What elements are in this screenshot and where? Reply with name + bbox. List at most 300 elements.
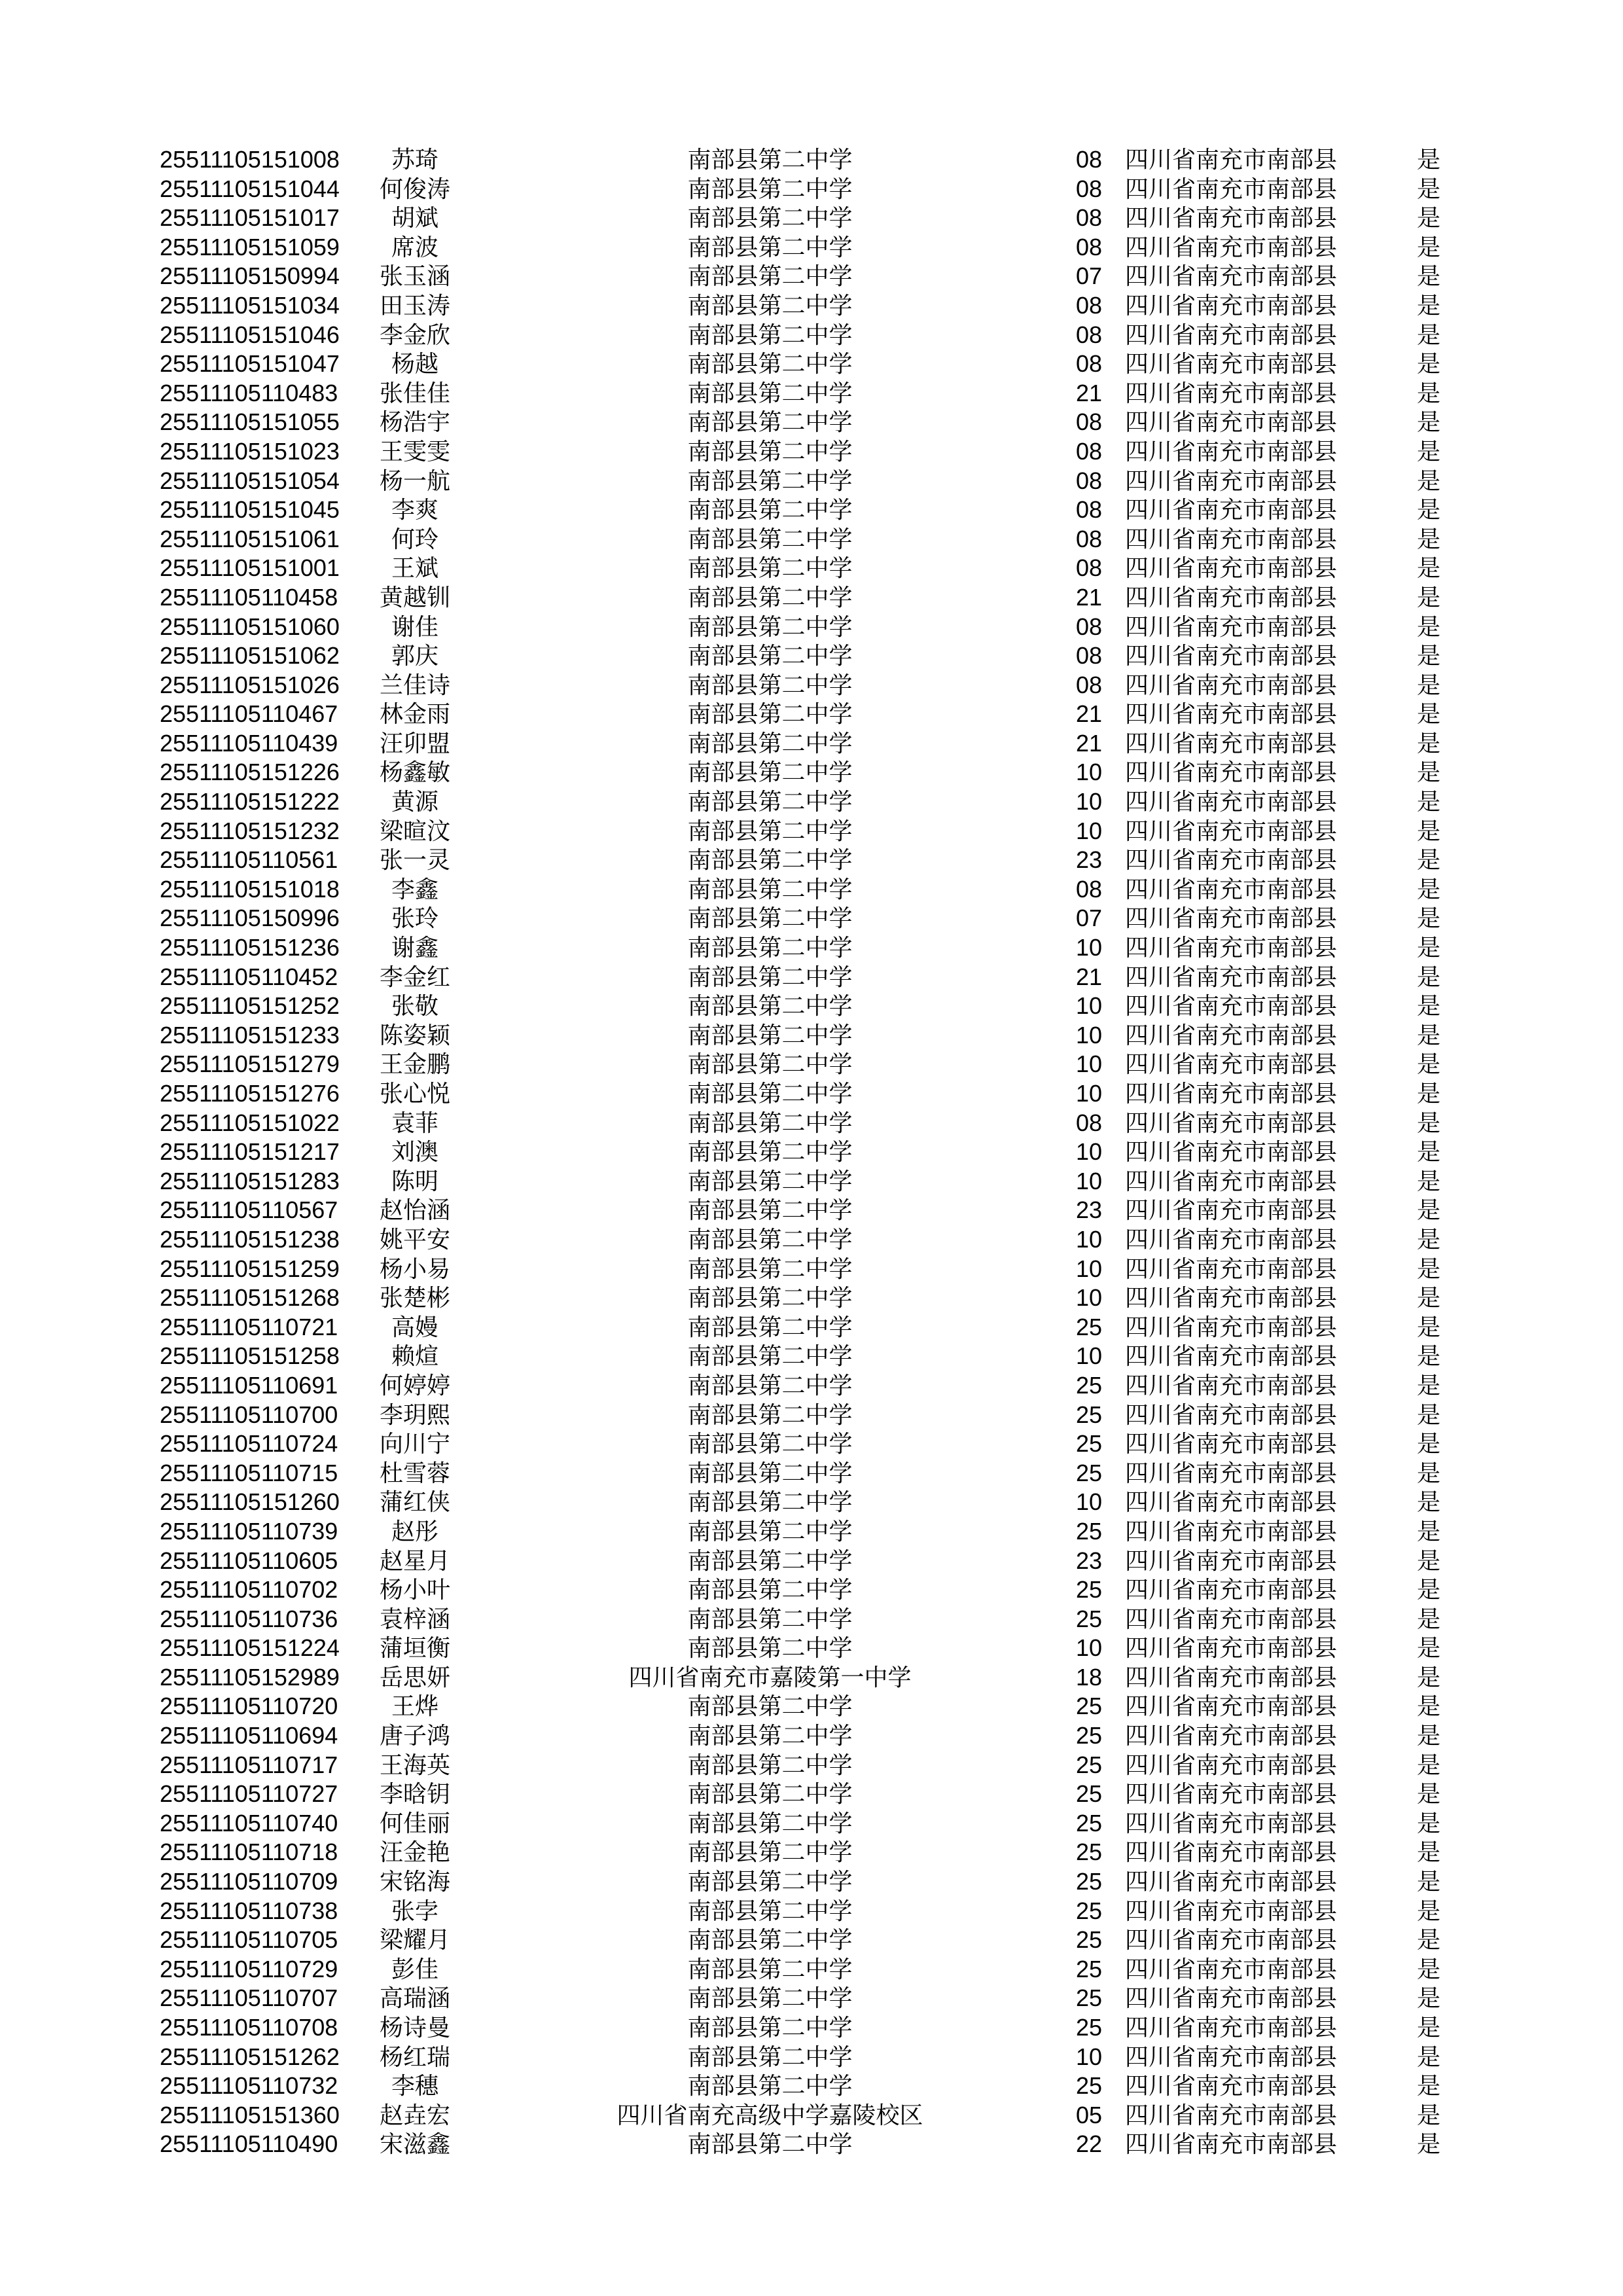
cell-name: 谢鑫 bbox=[391, 934, 438, 961]
cell-school: 南部县第二中学 bbox=[687, 1576, 853, 1604]
cell-code: 10 bbox=[1075, 1021, 1103, 1049]
cell-region: 四川省南充市南部县 bbox=[1125, 379, 1338, 406]
cell-region: 四川省南充市南部县 bbox=[1125, 1401, 1338, 1428]
cell-code: 07 bbox=[1075, 262, 1103, 290]
cell-code: 08 bbox=[1075, 408, 1103, 436]
cell-exam_id: 25511105151260 bbox=[160, 1488, 340, 1516]
cell-exam_id: 25511105110702 bbox=[160, 1576, 338, 1604]
cell-confirmed: 是 bbox=[1417, 1576, 1441, 1604]
cell-code: 25 bbox=[1075, 1780, 1103, 1808]
cell-code: 25 bbox=[1075, 1401, 1103, 1428]
table-row bbox=[160, 1663, 1520, 1693]
cell-code: 10 bbox=[1075, 1050, 1103, 1078]
cell-confirmed: 是 bbox=[1417, 1517, 1441, 1545]
table-row bbox=[160, 700, 1520, 729]
cell-school: 南部县第二中学 bbox=[687, 379, 853, 406]
cell-region: 四川省南充市南部县 bbox=[1125, 729, 1338, 757]
cell-school: 南部县第二中学 bbox=[687, 1634, 853, 1662]
cell-confirmed: 是 bbox=[1417, 1109, 1441, 1136]
cell-code: 25 bbox=[1075, 1313, 1103, 1340]
cell-region: 四川省南充市南部县 bbox=[1125, 554, 1338, 582]
cell-name: 蒲垣衡 bbox=[379, 1634, 450, 1662]
cell-region: 四川省南充市南部县 bbox=[1125, 963, 1338, 990]
table-row bbox=[160, 1225, 1520, 1255]
cell-confirmed: 是 bbox=[1417, 204, 1441, 232]
cell-exam_id: 25511105151258 bbox=[160, 1342, 340, 1370]
cell-code: 25 bbox=[1075, 1955, 1103, 1982]
cell-name: 赵彤 bbox=[391, 1517, 438, 1545]
cell-region: 四川省南充市南部县 bbox=[1125, 671, 1338, 698]
cell-region: 四川省南充市南部县 bbox=[1125, 204, 1338, 232]
cell-region: 四川省南充市南部县 bbox=[1125, 905, 1338, 932]
cell-region: 四川省南充市南部县 bbox=[1125, 437, 1338, 465]
cell-code: 25 bbox=[1075, 1751, 1103, 1778]
cell-confirmed: 是 bbox=[1417, 700, 1441, 728]
cell-school: 南部县第二中学 bbox=[687, 496, 853, 524]
cell-exam_id: 25511105151238 bbox=[160, 1225, 340, 1253]
cell-region: 四川省南充市南部县 bbox=[1125, 1371, 1338, 1399]
cell-exam_id: 25511105110717 bbox=[160, 1751, 338, 1778]
cell-region: 四川省南充市南部县 bbox=[1125, 1693, 1338, 1720]
cell-school: 南部县第二中学 bbox=[687, 1459, 853, 1486]
cell-school: 南部县第二中学 bbox=[687, 1780, 853, 1808]
table-row bbox=[160, 1079, 1520, 1109]
cell-code: 10 bbox=[1075, 1138, 1103, 1166]
cell-name: 杨越 bbox=[391, 350, 438, 378]
table-row bbox=[160, 1167, 1520, 1196]
cell-school: 南部县第二中学 bbox=[687, 934, 853, 961]
cell-exam_id: 25511105151224 bbox=[160, 1634, 340, 1662]
table-row bbox=[160, 1138, 1520, 1167]
cell-region: 四川省南充市南部县 bbox=[1125, 1138, 1338, 1166]
cell-confirmed: 是 bbox=[1417, 788, 1441, 816]
cell-exam_id: 25511105151062 bbox=[160, 642, 340, 670]
cell-confirmed: 是 bbox=[1417, 2014, 1441, 2041]
cell-confirmed: 是 bbox=[1417, 2101, 1441, 2128]
cell-code: 10 bbox=[1075, 1167, 1103, 1194]
cell-code: 18 bbox=[1075, 1663, 1103, 1691]
table-row bbox=[160, 1867, 1520, 1897]
cell-exam_id: 25511105151022 bbox=[160, 1109, 340, 1136]
cell-name: 张孛 bbox=[391, 1897, 438, 1924]
cell-name: 张楚彬 bbox=[379, 1284, 450, 1312]
cell-exam_id: 25511105151026 bbox=[160, 671, 340, 698]
cell-school: 南部县第二中学 bbox=[687, 1517, 853, 1545]
table-row bbox=[160, 525, 1520, 554]
cell-region: 四川省南充市南部县 bbox=[1125, 846, 1338, 874]
table-row bbox=[160, 641, 1520, 671]
cell-exam_id: 25511105110567 bbox=[160, 1196, 338, 1224]
cell-confirmed: 是 bbox=[1417, 2043, 1441, 2070]
table-row bbox=[160, 408, 1520, 437]
cell-school: 南部县第二中学 bbox=[687, 2130, 853, 2158]
cell-region: 四川省南充市南部县 bbox=[1125, 1080, 1338, 1107]
table-row bbox=[160, 1838, 1520, 1867]
cell-school: 南部县第二中学 bbox=[687, 992, 853, 1020]
cell-name: 唐子鸿 bbox=[379, 1722, 450, 1749]
cell-name: 张玲 bbox=[391, 905, 438, 932]
cell-name: 杨诗曼 bbox=[379, 2014, 450, 2041]
cell-name: 兰佳诗 bbox=[379, 671, 450, 698]
cell-school: 南部县第二中学 bbox=[687, 1225, 853, 1253]
cell-code: 25 bbox=[1075, 1693, 1103, 1720]
table-row bbox=[160, 1313, 1520, 1342]
cell-code: 10 bbox=[1075, 1634, 1103, 1662]
table-row bbox=[160, 1283, 1520, 1313]
cell-school: 南部县第二中学 bbox=[687, 700, 853, 728]
cell-confirmed: 是 bbox=[1417, 875, 1441, 903]
cell-confirmed: 是 bbox=[1417, 437, 1441, 465]
cell-region: 四川省南充市南部县 bbox=[1125, 1897, 1338, 1924]
cell-school: 南部县第二中学 bbox=[687, 146, 853, 173]
cell-name: 王烨 bbox=[391, 1693, 438, 1720]
cell-school: 南部县第二中学 bbox=[687, 1050, 853, 1078]
table-row bbox=[160, 963, 1520, 992]
cell-name: 宋滋鑫 bbox=[379, 2130, 450, 2158]
cell-name: 岳思妍 bbox=[379, 1663, 450, 1691]
cell-name: 黄源 bbox=[391, 788, 438, 816]
cell-school: 南部县第二中学 bbox=[687, 1313, 853, 1340]
cell-exam_id: 25511105151217 bbox=[160, 1138, 340, 1166]
cell-confirmed: 是 bbox=[1417, 934, 1441, 961]
cell-confirmed: 是 bbox=[1417, 1459, 1441, 1486]
cell-school: 四川省南充市嘉陵第一中学 bbox=[628, 1663, 912, 1691]
cell-confirmed: 是 bbox=[1417, 613, 1441, 640]
cell-exam_id: 25511105151018 bbox=[160, 875, 340, 903]
cell-name: 杨小易 bbox=[379, 1255, 450, 1282]
cell-confirmed: 是 bbox=[1417, 759, 1441, 786]
table-row bbox=[160, 2072, 1520, 2101]
cell-name: 何佳丽 bbox=[379, 1809, 450, 1837]
cell-name: 杜雪蓉 bbox=[379, 1459, 450, 1486]
roster-table-body bbox=[160, 145, 1520, 2159]
cell-code: 08 bbox=[1075, 525, 1103, 552]
table-row bbox=[160, 350, 1520, 379]
cell-region: 四川省南充市南部县 bbox=[1125, 1255, 1338, 1282]
cell-school: 南部县第二中学 bbox=[687, 1430, 853, 1458]
cell-region: 四川省南充市南部县 bbox=[1125, 1196, 1338, 1224]
cell-code: 21 bbox=[1075, 583, 1103, 611]
cell-region: 四川省南充市南部县 bbox=[1125, 262, 1338, 290]
cell-school: 南部县第二中学 bbox=[687, 788, 853, 816]
table-row bbox=[160, 1342, 1520, 1371]
cell-confirmed: 是 bbox=[1417, 2130, 1441, 2158]
table-row bbox=[160, 1050, 1520, 1079]
cell-exam_id: 25511105151023 bbox=[160, 437, 340, 465]
cell-exam_id: 25511105110452 bbox=[160, 963, 338, 990]
cell-confirmed: 是 bbox=[1417, 554, 1441, 582]
cell-exam_id: 25511105151055 bbox=[160, 408, 340, 436]
cell-school: 南部县第二中学 bbox=[687, 759, 853, 786]
cell-code: 23 bbox=[1075, 1547, 1103, 1574]
cell-exam_id: 25511105110439 bbox=[160, 729, 338, 757]
cell-code: 25 bbox=[1075, 1605, 1103, 1632]
cell-code: 08 bbox=[1075, 233, 1103, 260]
table-row bbox=[160, 233, 1520, 262]
cell-name: 姚平安 bbox=[379, 1225, 450, 1253]
cell-code: 25 bbox=[1075, 1984, 1103, 2012]
cell-region: 四川省南充市南部县 bbox=[1125, 1459, 1338, 1486]
cell-code: 08 bbox=[1075, 642, 1103, 670]
cell-name: 赵垚宏 bbox=[379, 2101, 450, 2128]
cell-confirmed: 是 bbox=[1417, 963, 1441, 990]
cell-exam_id: 25511105110709 bbox=[160, 1868, 338, 1895]
cell-confirmed: 是 bbox=[1417, 175, 1441, 202]
table-row bbox=[160, 1780, 1520, 1809]
cell-exam_id: 25511105110694 bbox=[160, 1722, 338, 1749]
cell-code: 08 bbox=[1075, 175, 1103, 202]
cell-exam_id: 25511105110490 bbox=[160, 2130, 338, 2158]
cell-name: 高嫚 bbox=[391, 1313, 438, 1340]
cell-exam_id: 25511105150996 bbox=[160, 905, 340, 932]
cell-name: 杨小叶 bbox=[379, 1576, 450, 1604]
cell-exam_id: 25511105151017 bbox=[160, 204, 340, 232]
cell-code: 21 bbox=[1075, 729, 1103, 757]
cell-code: 25 bbox=[1075, 1722, 1103, 1749]
cell-region: 四川省南充市南部县 bbox=[1125, 2101, 1338, 2128]
cell-code: 10 bbox=[1075, 788, 1103, 816]
cell-school: 南部县第二中学 bbox=[687, 321, 853, 348]
table-row bbox=[160, 175, 1520, 204]
cell-region: 四川省南充市南部县 bbox=[1125, 1050, 1338, 1078]
cell-exam_id: 25511105110718 bbox=[160, 1839, 338, 1866]
cell-exam_id: 25511105110732 bbox=[160, 2072, 338, 2100]
table-row bbox=[160, 437, 1520, 467]
cell-confirmed: 是 bbox=[1417, 1751, 1441, 1778]
cell-school: 南部县第二中学 bbox=[687, 291, 853, 319]
cell-confirmed: 是 bbox=[1417, 496, 1441, 524]
cell-name: 赖煊 bbox=[391, 1342, 438, 1370]
cell-confirmed: 是 bbox=[1417, 1284, 1441, 1312]
cell-name: 梁耀月 bbox=[379, 1926, 450, 1954]
cell-school: 南部县第二中学 bbox=[687, 1167, 853, 1194]
cell-exam_id: 25511105151001 bbox=[160, 554, 340, 582]
cell-code: 25 bbox=[1075, 1897, 1103, 1924]
cell-name: 汪卯盟 bbox=[379, 729, 450, 757]
cell-confirmed: 是 bbox=[1417, 817, 1441, 844]
cell-confirmed: 是 bbox=[1417, 1809, 1441, 1837]
cell-region: 四川省南充市南部县 bbox=[1125, 350, 1338, 378]
cell-name: 王海英 bbox=[379, 1751, 450, 1778]
cell-region: 四川省南充市南部县 bbox=[1125, 817, 1338, 844]
cell-region: 四川省南充市南部县 bbox=[1125, 321, 1338, 348]
cell-exam_id: 25511105151232 bbox=[160, 817, 340, 844]
cell-exam_id: 25511105151279 bbox=[160, 1050, 340, 1078]
cell-region: 四川省南充市南部县 bbox=[1125, 1021, 1338, 1049]
cell-exam_id: 25511105151268 bbox=[160, 1284, 340, 1312]
cell-confirmed: 是 bbox=[1417, 1722, 1441, 1749]
cell-confirmed: 是 bbox=[1417, 1955, 1441, 1982]
cell-exam_id: 25511105110691 bbox=[160, 1371, 338, 1399]
cell-region: 四川省南充市南部县 bbox=[1125, 2130, 1338, 2158]
cell-confirmed: 是 bbox=[1417, 1255, 1441, 1282]
table-row bbox=[160, 262, 1520, 291]
cell-exam_id: 25511105151222 bbox=[160, 788, 340, 816]
table-row bbox=[160, 2130, 1520, 2159]
cell-school: 南部县第二中学 bbox=[687, 554, 853, 582]
cell-school: 南部县第二中学 bbox=[687, 583, 853, 611]
cell-school: 南部县第二中学 bbox=[687, 1284, 853, 1312]
cell-name: 张敬 bbox=[391, 992, 438, 1020]
cell-region: 四川省南充市南部县 bbox=[1125, 1313, 1338, 1340]
cell-school: 南部县第二中学 bbox=[687, 350, 853, 378]
cell-exam_id: 25511105110715 bbox=[160, 1459, 338, 1486]
cell-confirmed: 是 bbox=[1417, 1342, 1441, 1370]
cell-exam_id: 25511105110458 bbox=[160, 583, 338, 611]
cell-exam_id: 25511105110736 bbox=[160, 1605, 338, 1632]
cell-school: 南部县第二中学 bbox=[687, 262, 853, 290]
cell-exam_id: 25511105110707 bbox=[160, 1984, 338, 2012]
cell-exam_id: 25511105110483 bbox=[160, 379, 338, 406]
cell-name: 张玉涵 bbox=[379, 262, 450, 290]
cell-exam_id: 25511105151283 bbox=[160, 1167, 340, 1194]
cell-school: 南部县第二中学 bbox=[687, 1109, 853, 1136]
cell-exam_id: 25511105110740 bbox=[160, 1809, 338, 1837]
cell-region: 四川省南充市南部县 bbox=[1125, 408, 1338, 436]
table-row bbox=[160, 817, 1520, 846]
cell-exam_id: 25511105151045 bbox=[160, 496, 340, 524]
cell-region: 四川省南充市南部县 bbox=[1125, 1284, 1338, 1312]
cell-school: 南部县第二中学 bbox=[687, 963, 853, 990]
cell-region: 四川省南充市南部县 bbox=[1125, 2072, 1338, 2100]
cell-confirmed: 是 bbox=[1417, 146, 1441, 173]
cell-region: 四川省南充市南部县 bbox=[1125, 1430, 1338, 1458]
cell-school: 南部县第二中学 bbox=[687, 1955, 853, 1982]
cell-exam_id: 25511105110729 bbox=[160, 1955, 338, 1982]
cell-name: 陈明 bbox=[391, 1167, 438, 1194]
cell-name: 郭庆 bbox=[391, 642, 438, 670]
cell-exam_id: 25511105151360 bbox=[160, 2101, 340, 2128]
cell-region: 四川省南充市南部县 bbox=[1125, 467, 1338, 494]
cell-school: 南部县第二中学 bbox=[687, 613, 853, 640]
cell-exam_id: 25511105151262 bbox=[160, 2043, 340, 2070]
cell-confirmed: 是 bbox=[1417, 291, 1441, 319]
cell-school: 南部县第二中学 bbox=[687, 2072, 853, 2100]
cell-confirmed: 是 bbox=[1417, 1839, 1441, 1866]
cell-code: 25 bbox=[1075, 2014, 1103, 2041]
cell-code: 08 bbox=[1075, 350, 1103, 378]
cell-confirmed: 是 bbox=[1417, 1605, 1441, 1632]
cell-exam_id: 25511105110605 bbox=[160, 1547, 338, 1574]
cell-school: 南部县第二中学 bbox=[687, 408, 853, 436]
cell-region: 四川省南充市南部县 bbox=[1125, 1342, 1338, 1370]
cell-confirmed: 是 bbox=[1417, 1430, 1441, 1458]
cell-exam_id: 25511105110738 bbox=[160, 1897, 338, 1924]
cell-region: 四川省南充市南部县 bbox=[1125, 642, 1338, 670]
cell-confirmed: 是 bbox=[1417, 1634, 1441, 1662]
cell-code: 10 bbox=[1075, 817, 1103, 844]
cell-exam_id: 25511105151259 bbox=[160, 1255, 340, 1282]
cell-region: 四川省南充市南部县 bbox=[1125, 2043, 1338, 2070]
table-row bbox=[160, 1721, 1520, 1751]
cell-confirmed: 是 bbox=[1417, 525, 1441, 552]
cell-region: 四川省南充市南部县 bbox=[1125, 2014, 1338, 2041]
roster-table bbox=[160, 145, 1520, 2159]
cell-school: 南部县第二中学 bbox=[687, 1605, 853, 1632]
table-row bbox=[160, 1897, 1520, 1926]
cell-code: 25 bbox=[1075, 1517, 1103, 1545]
cell-confirmed: 是 bbox=[1417, 1021, 1441, 1049]
cell-code: 10 bbox=[1075, 1284, 1103, 1312]
cell-school: 南部县第二中学 bbox=[687, 1401, 853, 1428]
cell-confirmed: 是 bbox=[1417, 2072, 1441, 2100]
cell-code: 21 bbox=[1075, 379, 1103, 406]
cell-name: 彭佳 bbox=[391, 1955, 438, 1982]
cell-confirmed: 是 bbox=[1417, 846, 1441, 874]
cell-confirmed: 是 bbox=[1417, 1138, 1441, 1166]
cell-region: 四川省南充市南部县 bbox=[1125, 496, 1338, 524]
cell-school: 南部县第二中学 bbox=[687, 2014, 853, 2041]
table-row bbox=[160, 1021, 1520, 1050]
cell-confirmed: 是 bbox=[1417, 729, 1441, 757]
cell-confirmed: 是 bbox=[1417, 583, 1441, 611]
cell-region: 四川省南充市南部县 bbox=[1125, 1839, 1338, 1866]
cell-code: 08 bbox=[1075, 671, 1103, 698]
cell-code: 08 bbox=[1075, 1109, 1103, 1136]
cell-code: 08 bbox=[1075, 467, 1103, 494]
cell-school: 南部县第二中学 bbox=[687, 1926, 853, 1954]
table-row bbox=[160, 2101, 1520, 2130]
cell-name: 汪金艳 bbox=[379, 1839, 450, 1866]
cell-school: 南部县第二中学 bbox=[687, 1138, 853, 1166]
cell-school: 南部县第二中学 bbox=[687, 671, 853, 698]
cell-name: 李鑫 bbox=[391, 875, 438, 903]
cell-region: 四川省南充市南部县 bbox=[1125, 1634, 1338, 1662]
cell-confirmed: 是 bbox=[1417, 1547, 1441, 1574]
table-row bbox=[160, 583, 1520, 613]
table-row bbox=[160, 1692, 1520, 1721]
table-row bbox=[160, 379, 1520, 408]
cell-code: 08 bbox=[1075, 204, 1103, 232]
cell-school: 南部县第二中学 bbox=[687, 875, 853, 903]
cell-exam_id: 25511105151047 bbox=[160, 350, 340, 378]
table-row bbox=[160, 758, 1520, 787]
cell-school: 南部县第二中学 bbox=[687, 1255, 853, 1282]
cell-name: 苏琦 bbox=[391, 146, 438, 173]
cell-name: 李穗 bbox=[391, 2072, 438, 2100]
table-row bbox=[160, 204, 1520, 233]
cell-code: 07 bbox=[1075, 905, 1103, 932]
table-row bbox=[160, 729, 1520, 759]
cell-confirmed: 是 bbox=[1417, 1225, 1441, 1253]
table-row bbox=[160, 467, 1520, 496]
cell-code: 08 bbox=[1075, 496, 1103, 524]
cell-code: 08 bbox=[1075, 321, 1103, 348]
cell-school: 南部县第二中学 bbox=[687, 1839, 853, 1866]
cell-code: 25 bbox=[1075, 1926, 1103, 1954]
cell-code: 10 bbox=[1075, 1080, 1103, 1107]
cell-region: 四川省南充市南部县 bbox=[1125, 1780, 1338, 1808]
cell-exam_id: 25511105110708 bbox=[160, 2014, 338, 2041]
table-row bbox=[160, 846, 1520, 875]
cell-region: 四川省南充市南部县 bbox=[1125, 1722, 1338, 1749]
cell-school: 南部县第二中学 bbox=[687, 905, 853, 932]
table-row bbox=[160, 1459, 1520, 1488]
cell-confirmed: 是 bbox=[1417, 642, 1441, 670]
cell-code: 25 bbox=[1075, 1868, 1103, 1895]
cell-code: 10 bbox=[1075, 759, 1103, 786]
cell-code: 10 bbox=[1075, 992, 1103, 1020]
table-row bbox=[160, 904, 1520, 933]
cell-code: 10 bbox=[1075, 934, 1103, 961]
cell-school: 南部县第二中学 bbox=[687, 1984, 853, 2012]
cell-exam_id: 25511105151236 bbox=[160, 934, 340, 961]
cell-name: 席波 bbox=[391, 233, 438, 260]
cell-confirmed: 是 bbox=[1417, 1868, 1441, 1895]
table-row bbox=[160, 2013, 1520, 2043]
cell-school: 四川省南充高级中学嘉陵校区 bbox=[616, 2101, 923, 2128]
cell-school: 南部县第二中学 bbox=[687, 1897, 853, 1924]
